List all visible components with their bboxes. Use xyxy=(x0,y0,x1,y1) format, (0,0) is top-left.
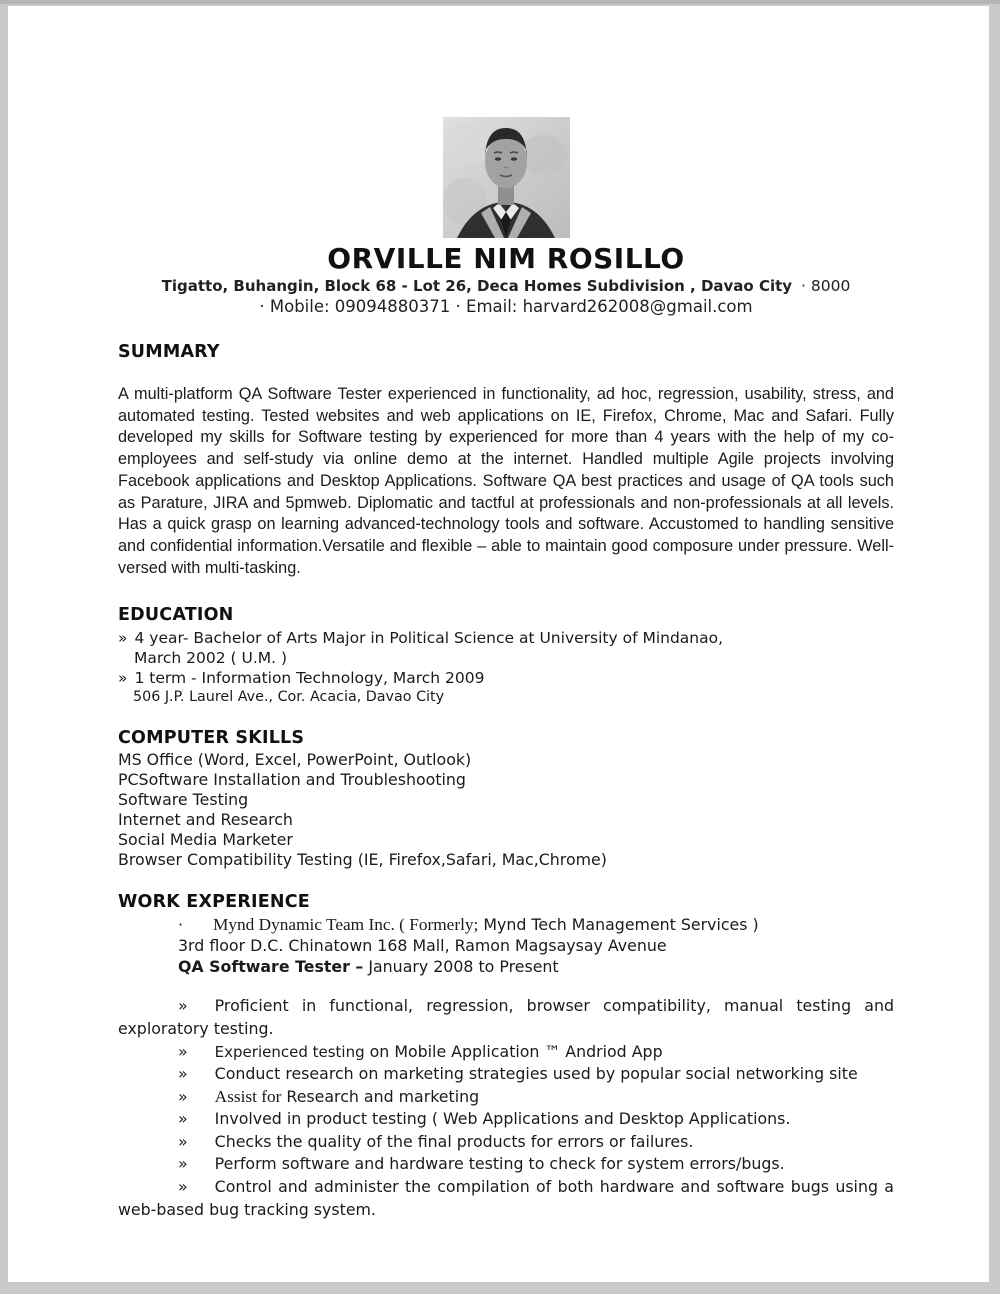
work-duties-list xyxy=(118,995,894,1221)
duty-item xyxy=(118,1176,894,1221)
chevron-bullet-icon: » xyxy=(178,1064,188,1084)
duty-text: Research and marketing xyxy=(281,1086,480,1106)
duty-text: Involved in product testing ( Web Applications and Desktop Applications. xyxy=(214,1109,791,1129)
duty-text: Perform software and hardware testing to check for system errors/bugs. xyxy=(214,1154,785,1174)
duty-item xyxy=(118,995,894,1040)
education-heading: EDUCATION xyxy=(118,605,234,626)
postal-code: · 8000 xyxy=(801,277,851,295)
duty-pre: Experienced testing xyxy=(214,1042,365,1061)
address-line xyxy=(118,277,894,296)
skill-item: Internet and Research xyxy=(118,810,293,830)
scan-edge-strip xyxy=(0,0,1000,4)
duty-item xyxy=(118,1041,894,1064)
duty-item xyxy=(118,1131,894,1154)
duty-item xyxy=(118,1108,894,1131)
skill-item: PCSoftware Installation and Troubleshooting xyxy=(118,770,466,790)
duty-text: Control and administer the compilation of both hardware and software bugs using a web-based bug tracking system. xyxy=(118,1177,894,1219)
company-block xyxy=(118,914,894,977)
summary-heading: SUMMARY xyxy=(118,342,220,362)
chevron-bullet-icon: » xyxy=(118,629,128,648)
company-name-former: Mynd Tech Management Services ) xyxy=(478,915,759,935)
education-item-detail: March 2002 ( U.M. ) xyxy=(134,649,288,668)
education-list xyxy=(118,628,894,707)
education-item xyxy=(118,668,894,688)
contact-line: · Mobile: 09094880371 · Email: harvard262008@gmail.com xyxy=(259,297,753,316)
company-name: Mynd Dynamic Team Inc. ( Formerly; xyxy=(213,915,479,935)
skill-item: Browser Compatibility Testing (IE, Firefox,Safari, Mac,Chrome) xyxy=(118,850,607,870)
duty-text: Checks the quality of the final products for errors or failures. xyxy=(214,1131,694,1151)
company-line xyxy=(178,914,894,935)
duty-text: Proficient in functional, regression, browser compatibility, manual testing and exploratory testing. xyxy=(118,996,894,1038)
skill-item: Social Media Marketer xyxy=(118,830,293,850)
resume-page xyxy=(8,6,989,1282)
education-item xyxy=(118,628,894,648)
portrait-photo-graphic xyxy=(443,117,570,238)
work-experience-heading: WORK EXPERIENCE xyxy=(118,892,310,913)
chevron-bullet-icon: » xyxy=(178,1177,188,1197)
duty-text: on Mobile Application ™ Andriod App xyxy=(364,1041,663,1061)
chevron-bullet-icon: » xyxy=(118,669,128,688)
education-item-text: 1 term - Information Technology, March 2009 xyxy=(134,669,485,688)
skills-list xyxy=(118,750,894,870)
skill-item: Software Testing xyxy=(118,790,249,810)
chevron-bullet-icon: » xyxy=(178,1109,188,1129)
company-address: 3rd floor D.C. Chinatown 168 Mall, Ramon Magsaysay Avenue xyxy=(178,936,667,956)
computer-skills-heading: COMPUTER SKILLS xyxy=(118,728,305,749)
duty-item xyxy=(118,1153,894,1176)
skill-item: MS Office (Word, Excel, PowerPoint, Outlook) xyxy=(118,750,472,770)
chevron-bullet-icon: » xyxy=(178,1086,188,1106)
chevron-bullet-icon: » xyxy=(178,1131,188,1151)
education-item-address: 506 J.P. Laurel Ave., Cor. Acacia, Davao City xyxy=(133,689,445,706)
address-text: Tigatto, Buhangin, Block 68 - Lot 26, Deca Homes Subdivision , Davao City xyxy=(161,277,793,295)
portrait-photo xyxy=(443,117,570,238)
chevron-bullet-icon: » xyxy=(178,996,188,1016)
chevron-bullet-icon: » xyxy=(178,1041,188,1061)
duty-item xyxy=(118,1063,894,1086)
dot-bullet-icon: · xyxy=(178,915,184,935)
job-dates: January 2008 to Present xyxy=(363,957,559,977)
job-title: QA Software Tester – xyxy=(178,957,364,977)
education-item-text: 4 year- Bachelor of Arts Major in Political Science at University of Mindanao, xyxy=(134,629,724,648)
duty-item xyxy=(118,1086,894,1109)
summary-paragraph: A multi-platform QA Software Tester experienced in functionality, ad hoc, regression, usability, stress, and automated testing. Tested websites and web applications on IE, Firefox, Chrome, Mac and Safari. Fully developed my skills for Software testing by experienced for more than 4 years with the help of my co-employees and self-study via online demo at the internet. Handled multiple Agile projects involving Facebook applications and Desktop Applications. Software QA best practices and usage of QA tools such as Parature, JIRA and 5pmweb. Diplomatic and tactful at professionals and non-professionals at all levels. Has a quick grasp on learning advanced-technology tools and software. Accustomed to handling sensitive and confidential information.Versatile and flexible – able to maintain good composure under pressure. Well-versed with multi-tasking. xyxy=(118,385,894,577)
resume-content xyxy=(8,6,989,1221)
chevron-bullet-icon: » xyxy=(178,1154,188,1174)
candidate-name: ORVILLE NIM ROSILLO xyxy=(327,242,685,275)
duty-text: Conduct research on marketing strategies used by popular social networking site xyxy=(214,1064,858,1084)
duty-pre: Assist for xyxy=(214,1086,282,1106)
job-title-line xyxy=(178,956,894,977)
